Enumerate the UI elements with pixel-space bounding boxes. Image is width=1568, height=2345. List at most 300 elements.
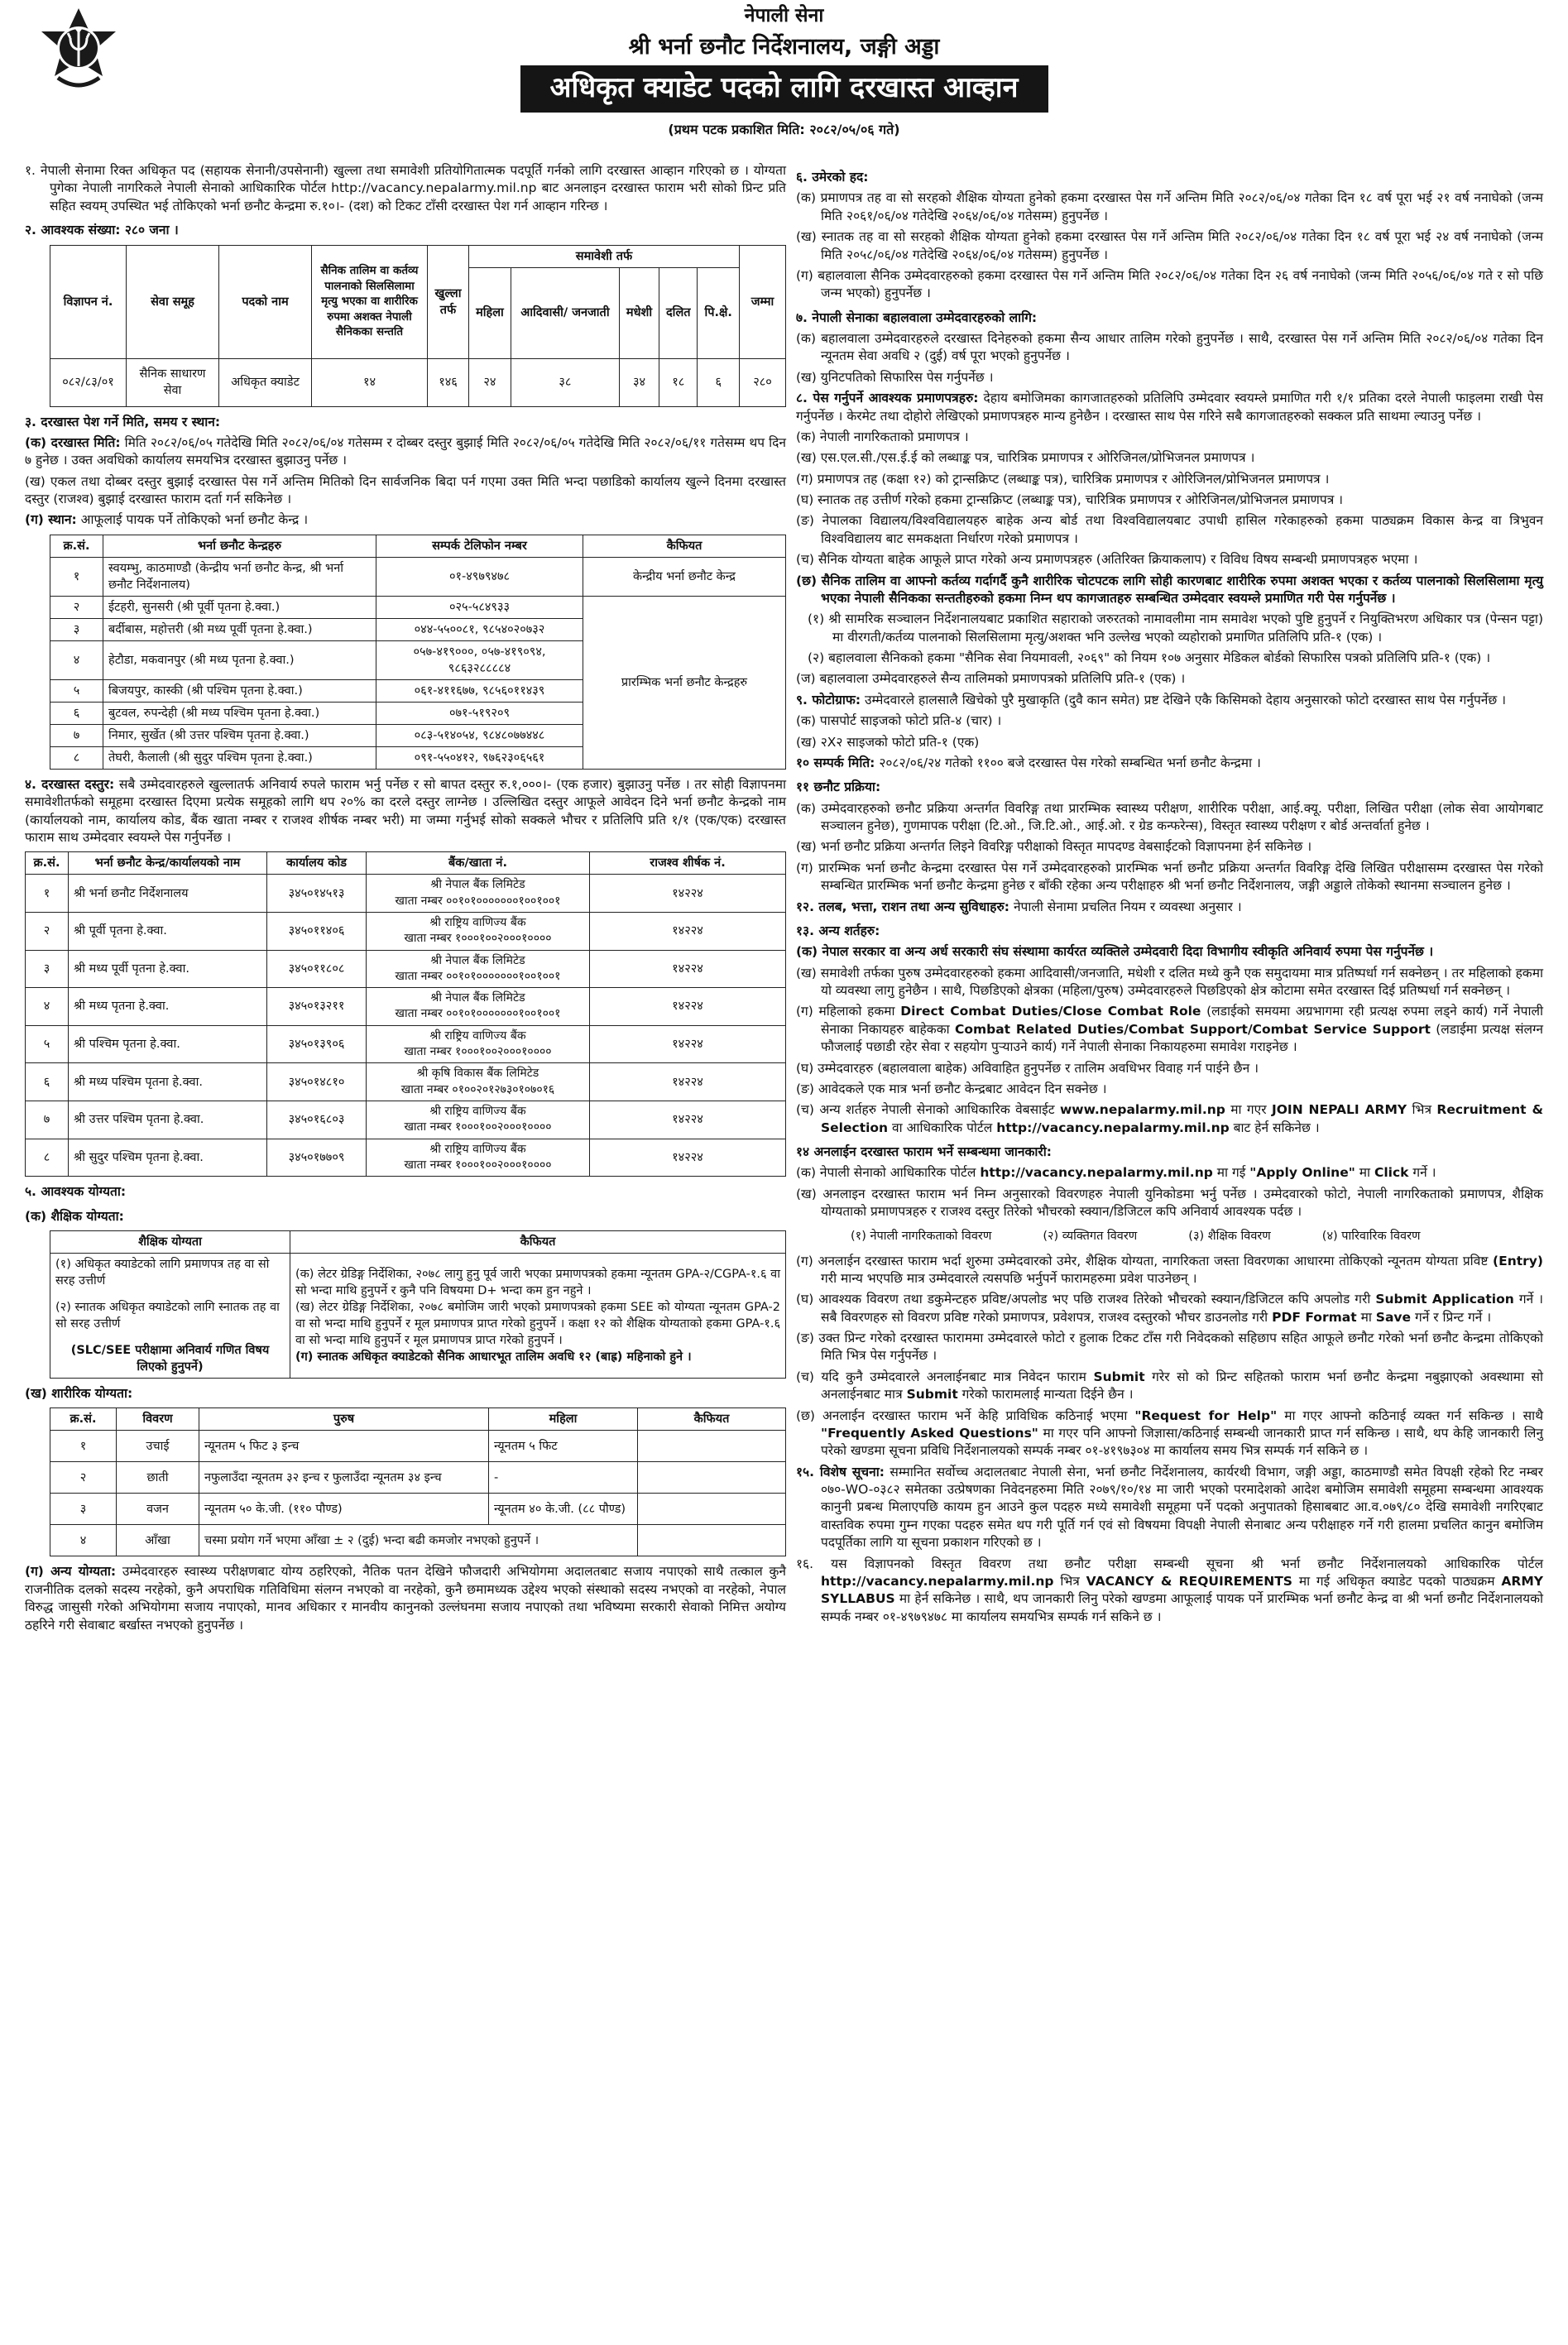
cell-center: तेघरी, कैलाली (श्री सुदुर पश्चिम पृतना हे.क्वा.)	[103, 746, 376, 769]
section-14kh-items	[846, 1226, 1543, 1246]
section-14ng: (ङ) उक्त प्रिन्ट गरेको दरखास्त फाराममा उम्मेदवारले फोटो र हुलाक टिकट टाँस गरी निवेदकको सहिछाप सहित आफूले छनौट गरेको भर्ना छनौट केन्द्रमा तोकिएको मिति भित्र पेस गर्नुपर्नेछ ।	[796, 1331, 1543, 1364]
cell-revenue: १४२२४	[590, 912, 786, 950]
cell-sn: ७	[26, 1101, 69, 1139]
table-row	[26, 912, 786, 950]
section-7-heading: ७. नेपाली सेनाका बहालवाला उम्मेदवारहरुको लागि:	[796, 309, 1038, 325]
th-sn: क्र.सं.	[50, 1408, 117, 1431]
cell-code: ३४५०१३९०६	[267, 1025, 367, 1063]
cell-sn: १	[50, 557, 103, 596]
th-adv-no: विज्ञापन नं.	[50, 245, 127, 358]
text: गरी मान्य भएपछि मात्र उम्मेदवारले त्यसपछि भर्नुपर्ने फारामहरुमा प्रवेश पाउनेछन् ।	[821, 1270, 1197, 1286]
section-9kh: (ख) २X२ साइजको फोटो प्रति-१ (एक)	[796, 734, 980, 750]
cell-office: श्री पश्चिम पृतना हे.क्वा.	[69, 1025, 267, 1063]
th-qual: शैक्षिक योग्यता	[50, 1231, 290, 1254]
cell-code: ३४५०१७७०९	[267, 1139, 367, 1177]
section-9k: (क) पासपोर्ट साइजको फोटो प्रति-४ (चार) ।	[796, 713, 1002, 729]
section-13g	[796, 1003, 1543, 1056]
portal-link[interactable]: http://vacancy.nepalarmy.mil.np	[996, 1120, 1230, 1135]
label: १० सम्पर्क मिति:	[796, 755, 875, 770]
cell-remark	[638, 1525, 786, 1556]
text: देहाय बमोजिमका कागजातहरुको प्रतिलिपि उम्मेदवार स्वयम्ले प्रमाणित गरी १/१ प्रतिका दरले नेपाली फाइलमा राखी पेस गर्नुपर्नेछ । केरमेट तथा दोहोरो लेखिएको प्रमाणपत्रहरु मान्य हुनेछैन । दरखास्त साथ पेस गरिने सबै कागजातहरुको सक्कल प्रति साथमा ल्याउनु पर्नेछ ।	[796, 391, 1543, 424]
cell-bank	[367, 1139, 590, 1177]
cell-sn: ४	[50, 640, 103, 679]
account-number: खाता नम्बर ००१०१०००००००१००१००१	[395, 969, 561, 983]
section-13kh: (ख) समावेशी तर्फका पुरुष उम्मेदवारहरुको हकमा आदिवासी/जनजाति, मधेशी र दलित मध्ये कुनै एक समुदायमा मात्र प्रतिष्पर्धा गर्न सक्नेछन् । तर महिलाको हकमा यो व्यवस्था लागु हुनेछैन । साथै, पिछडिएको क्षेत्रका (महिला/पुरुष) उम्मेदवारहरुले पिछडिएको क्षेत्र कोटामा समेत दरखास्त दिई प्रतिष्पर्धा गर्न सक्नेछन् ।	[796, 965, 1543, 998]
cell-code: ३४५०११८०८	[267, 950, 367, 988]
section-11kh: (ख) भर्ना छनौट प्रक्रिया अन्तर्गत लिइने विवरिङ्ग परीक्षाको विस्तृत मापदण्ड वेबसाईटको विज्ञापनमा हेर्न सकिनेछ ।	[796, 839, 1312, 855]
cell-phone: ०२५-५८४९३३	[376, 596, 583, 618]
section-13gh: (घ) उम्मेदवारहरु (बहालवाला बाहेक) अविवाहित हुनुपर्नेछ र तालिम अवधिभर विवाह गर्न पाईने छैन ।	[796, 1060, 1259, 1076]
section-6c: (ग) बहालवाला सैनिक उम्मेदवारहरुको हकमा दरखास्त पेस गर्ने अन्तिम मिति २०८२/०६/०४ गतेका दिन २६ वर्ष ननाघेको (जन्म मिति २०५६/०६/०४ गते र सो पछि जन्म भएको) हुनुपर्नेछ ।	[796, 267, 1543, 301]
text: मा हेर्न सकिनेछ । साथै, थप जानकारी लिनु परेको खण्डमा आफूलाई पायक पर्ने प्रारम्भिक भर्ना छनौट केन्द्र वा श्री भर्ना छनौट निर्देशनालयको सम्पर्क नम्बर ०१-४९७९४७८ मा कार्यालय समयभित्र सम्पर्क गर्न सकिने छ ।	[821, 1591, 1543, 1624]
text: १६. यस विज्ञापनको विस्तृत विवरण तथा छनौट परीक्षा सम्बन्धी सूचना श्री भर्ना छनौट निर्देशनालयको आधिकारिक पोर्टल	[796, 1556, 1543, 1571]
section-14chh	[796, 1407, 1543, 1460]
cell-bank	[367, 912, 590, 950]
section-12	[796, 899, 1543, 916]
cell: १८	[659, 358, 698, 406]
cell: ६	[698, 358, 740, 406]
text: आफूलाई पायक पर्ने तोकिएको भर्ना छनौट केन्द्र ।	[80, 512, 309, 528]
text: (क) नेपाली सेनाको आधिकारिक पोर्टल	[796, 1165, 976, 1181]
cell-sn: २	[50, 1462, 117, 1494]
remark-1: (क) लेटर ग्रेडिङ्ग निर्देशिका, २०७८ लागु हुनु पूर्व जारी भएका प्रमाणपत्रको हकमा न्यूनतम GPA-२/CGPA-१.६ वा सो भन्दा माथि हुनुपर्ने र कुनै पनि विषयमा D+ भन्दा कम हुन नहुने ।	[295, 1268, 780, 1297]
table-row	[50, 1525, 786, 1556]
section-2-heading: २. आवश्यक संख्या: २८० जना ।	[25, 223, 179, 238]
section-16	[796, 1556, 1543, 1627]
section-13-heading: १३. अन्य शर्तहरु:	[796, 923, 880, 938]
table-row	[26, 988, 786, 1026]
th-female: महिला	[489, 1408, 638, 1431]
section-7b: (ख) युनिटपतिको सिफारिस पेस गर्नुपर्नेछ ।	[796, 369, 994, 385]
org-name: नेपाली सेना	[744, 5, 824, 26]
cell-center: निमार, सुर्खेत (श्री उत्तर पश्चिम पृतना हे.क्वा.)	[103, 724, 376, 746]
cell-office: श्री उत्तर पश्चिम पृतना हे.क्वा.	[69, 1101, 267, 1139]
section-14k	[796, 1164, 1543, 1182]
cell-sn: ४	[50, 1525, 117, 1556]
label: (क) दरखास्त मिति:	[25, 434, 121, 450]
section-14gh	[796, 1291, 1543, 1326]
th-office: भर्ना छनौट केन्द्र/कार्यालयको नाम	[69, 852, 267, 875]
section-14-heading: १४ अनलाईन दरखास्त फाराम भर्ने सम्बन्धमा जानकारी:	[796, 1144, 1052, 1159]
table-row	[26, 1025, 786, 1063]
label: ८. पेस गर्नुपर्ने आवश्यक प्रमाणपत्रहरु:	[796, 391, 979, 406]
cell-code: ३४५०१४८१०	[267, 1063, 367, 1101]
account-number: खाता नम्बर १०००१००२०००१००००	[404, 1045, 552, 1059]
cell-remark	[638, 1431, 786, 1462]
text: भित्र	[1412, 1102, 1432, 1118]
text: बाट हेर्न सकिनेछ ।	[1233, 1120, 1320, 1135]
th-dalit: दलित	[659, 267, 698, 358]
item-2: (२) व्यक्तिगत विवरण	[1043, 1229, 1138, 1243]
text: उम्मेदवारले हालसालै खिचेको पुरै मुखाकृति (दुवै कान समेत) प्रष्ट देखिने एकै किसिमको देहाय अनुसारको फोटो दरखास्त साथ पेस गर्नुपर्नेछ ।	[864, 692, 1507, 707]
cell-bank	[367, 950, 590, 988]
text: Click	[1374, 1165, 1409, 1181]
cell-sn: ७	[50, 724, 103, 746]
cell: सैनिक साधारण सेवा	[127, 358, 219, 406]
text: "Frequently Asked Questions"	[821, 1425, 1038, 1441]
cell: १४	[312, 358, 428, 406]
cell-remark: प्रारम्भिक भर्ना छनौट केन्द्रहरु	[583, 596, 786, 769]
right-column	[796, 162, 1543, 1629]
physical-table	[50, 1407, 786, 1556]
section-6b: (ख) स्नातक तह वा सो सरहको शैक्षिक योग्यता हुनेको हकमा दरखास्त पेस गर्ने अन्तिम मिति २०८२/०६/०४ गतेका दिन १८ वर्ष पूरा भई २४ वर्ष ननाघेको (जन्म मिति २०५८/०६/०४ गतेदेखि २०६४/०६/०४ गतेसम्म) हुनुपर्नेछ ।	[796, 229, 1543, 262]
cell-code: ३४५०१३२११	[267, 988, 367, 1026]
qual-2: (२) स्नातक अधिकृत क्याडेटको लागि स्नातक तह वा सो सरह उत्तीर्ण	[55, 1301, 280, 1331]
cell: ३४	[619, 358, 659, 406]
text: मा गएर	[1230, 1102, 1267, 1118]
cell-bank	[367, 875, 590, 913]
text: Save	[1375, 1309, 1412, 1325]
text: JOIN NEPALI ARMY	[1271, 1102, 1407, 1118]
cell-revenue: १४२२४	[590, 1101, 786, 1139]
section-3a	[25, 434, 786, 470]
cell-male: नफुलाउँदा न्यूनतम ३२ इन्च र फुलाउँदा न्यूनतम ३४ इन्च	[199, 1462, 489, 1494]
text: गर्ने र प्रिन्ट गर्ने ।	[1414, 1309, 1492, 1325]
cell-desc: छाती	[117, 1462, 199, 1494]
cell-code: ३४५०११४०६	[267, 912, 367, 950]
cell-sn: १	[50, 1431, 117, 1462]
cell: अधिकृत क्याडेट	[219, 358, 312, 406]
th-women: महिला	[469, 267, 511, 358]
cell-sn: ४	[26, 988, 69, 1026]
text: Direct Combat Duties/Close Combat Role	[900, 1004, 1201, 1019]
cell: १४६	[428, 358, 469, 406]
section-5b-heading: (ख) शारीरिक योग्यता:	[25, 1386, 133, 1401]
th-inclusive: समावेशी तर्फ	[469, 245, 740, 267]
cell-remark	[638, 1494, 786, 1525]
text: (ग) महिलाको हकमा	[796, 1004, 895, 1019]
th-remark: कैफियत	[638, 1408, 786, 1431]
text: गरेको फारामलाई मान्यता दिईने छैन ।	[961, 1387, 1134, 1403]
label: (ग) अन्य योग्यता:	[25, 1564, 117, 1580]
cell-code: ३४५०१६८०३	[267, 1101, 367, 1139]
section-4	[25, 776, 786, 847]
section-3c	[25, 511, 786, 529]
table-row	[26, 950, 786, 988]
table-row	[50, 1494, 786, 1525]
section-8	[796, 390, 1543, 425]
remark-2: (ख) लेटर ग्रेडिङ्ग निर्देशिका, २०७८ बमोजिम जारी भएको प्रमाणपत्रको हकमा SEE को योग्यता न्यूनतम GPA-2 वा सो भन्दा माथि हुनुपर्ने र मूल प्रमाणपत्र प्राप्त गरेको हुनुपर्ने । कक्षा १२ को शैक्षिक योग्यताको हकमा GPA-१.६ वा सो भन्दा माथि हुनुपर्ने र मूल प्रमाणपत्र प्राप्त गरेको हुनुपर्ने ।	[295, 1301, 780, 1347]
item-1: (१) नेपाली नागरिकताको विवरण	[851, 1229, 992, 1243]
cell-phone: ०१-४९७९४७८	[376, 557, 583, 596]
cell-center: बर्दीबास, महोत्तरी (श्री मध्य पूर्वी पृतना हे.क्वा.)	[103, 618, 376, 640]
cell-male: न्यूनतम ५ फिट ३ इन्च	[199, 1431, 489, 1462]
cell-office: श्री मध्य पश्चिम पृतना हे.क्वा.	[69, 1063, 267, 1101]
cell-female: -	[489, 1462, 638, 1494]
th-remark: कैफियत	[583, 535, 786, 557]
text: (लडाईमा प्रत्यक्ष संलग्न फौजलाई पछाडी रहेर सेवा र सहयोग पुऱ्याउने कार्य) गर्ने नेपाली सेनाका निकायहरुमा समावेश गराइनेछ ।	[821, 1021, 1543, 1055]
text: (लडाईको समयमा अग्रभागमा रही प्रत्यक्ष रुपमा लड्ने कार्य) गर्ने नेपाली सेनाका निकायहरु बाहेकका	[821, 1004, 1543, 1037]
th-service-group: सेवा समूह	[127, 245, 219, 358]
cell-phone: ०९१-५५०४१२, ९७६२३०६५६१	[376, 746, 583, 769]
cell-center: हेटौडा, मकवानपुर (श्री मध्य पृतना हे.क्वा.)	[103, 640, 376, 679]
cell-sn: ३	[26, 950, 69, 988]
cell-office: श्री भर्ना छनौट निर्देशनालय	[69, 875, 267, 913]
bank-name: श्री नेपाल बैंक लिमिटेड	[430, 991, 525, 1005]
table-row	[26, 875, 786, 913]
text: गरेर सो को प्रिन्ट सहितको फाराम भर्ना छनौट केन्द्रमा नबुझाएको अवस्थामा सो अनलाईनबाट मात्र	[821, 1369, 1543, 1403]
section-8ng: (ङ) नेपालका विद्यालय/विश्वविद्यालयहरु बाहेक अन्य बोर्ड तथा विश्वविद्यालयबाट उपाधी हासिल गरेकाहरुको हकमा पाठ्यक्रम विकास केन्द्र वा त्रिभुवन विश्वविद्यालय बाट समकक्षता निर्धारण गरेको प्रमाणपत्र ।	[796, 513, 1543, 546]
notice-title: अधिकृत क्याडेट पदको लागि दरखास्त आव्हान	[520, 65, 1048, 113]
section-5a-heading: (क) शैक्षिक योग्यता:	[25, 1208, 124, 1224]
cell-phone: ०६१-४११६७७, ९८५६०११४३९	[376, 679, 583, 702]
physical-table-wrap	[50, 1407, 786, 1556]
cell-code: ३४५०१४५१३	[267, 875, 367, 913]
cell-center: बुटवल, रुपन्देही (श्री मध्य पश्चिम पृतना हे.क्वा.)	[103, 702, 376, 724]
th-sn: क्र.सं.	[50, 535, 103, 557]
text: सबै उम्मेदवारहरुले खुल्लातर्फ अनिवार्य रुपले फाराम भर्नु पर्नेछ र सो बापत दस्तुर रु.१,०००।- (एक हजार) बुझाउनु पर्नेछ । तर सोही विज्ञापनमा समावेशीतर्फको समूहमा दरखास्त दिएमा प्रत्येक समूहको लागि थप २०% का दरले दस्तुर लाग्नेछ । उल्लिखित दस्तुर आफूले आवेदन दिने भर्ना छनौट केन्द्रको नाम (कार्यालयको नाम, कार्यालय कोड, बैंक खाता नम्बर र राजश्व शीर्षक नम्बर भरी) मा जम्मा गर्नुभई सोको सक्कले भौचर र प्रतिलिपि प्रति १/१ (एक/एक) दरखास्त फाराम साथ उम्मेदवार स्वयम्ले पेस गर्नुपर्नेछ ।	[25, 776, 786, 845]
cell-desc: वजन	[117, 1494, 199, 1525]
qual-3: (SLC/SEE परीक्षामा अनिवार्य गणित विषय लिएको हुनुपर्ने)	[70, 1344, 270, 1374]
section-8gh: (घ) स्नातक तह उत्तीर्ण गरेको हकमा ट्रान्सक्रिप्ट (लब्धाङ्क पत्र), चारित्रिक प्रमाणपत्र र ओरिजिनल/प्रोभिजनल प्रमाणपत्र ।	[796, 492, 1344, 507]
item-3: (३) शैक्षिक विवरण	[1188, 1229, 1271, 1243]
text: मा	[1359, 1165, 1371, 1181]
section-5c	[25, 1563, 786, 1634]
fee-table-wrap	[25, 851, 786, 1177]
cell-female: न्यूनतम ५ फिट	[489, 1431, 638, 1462]
cell-remark: केन्द्रीय भर्ना छनौट केन्द्र	[583, 557, 786, 596]
label: ४. दरखास्त दस्तुर:	[25, 776, 115, 792]
cell-male: न्यूनतम ५० के.जी. (११० पौण्ड)	[199, 1494, 489, 1525]
cell: ०८२/८३/०१	[50, 358, 127, 406]
text: "Request for Help"	[1134, 1407, 1278, 1423]
section-14ch	[796, 1369, 1543, 1404]
cell-revenue: १४२२४	[590, 1063, 786, 1101]
text: PDF Format	[1272, 1309, 1357, 1325]
section-9	[796, 692, 1543, 709]
label: (ग) स्थान:	[25, 512, 77, 528]
cell-sn: २	[50, 596, 103, 618]
education-table-wrap	[50, 1230, 786, 1379]
cell-bank	[367, 1101, 590, 1139]
bank-name: श्री राष्ट्रिय वाणिज्य बैंक	[429, 1029, 526, 1043]
cell-office: श्री पूर्वी पृतना हे.क्वा.	[69, 912, 267, 950]
section-6a: (क) प्रमाणपत्र तह वा सो सरहको शैक्षिक योग्यता हुनेको हकमा दरखास्त पेस गर्ने अन्तिम मिति २०८२/०६/०४ गतेका दिन १८ वर्ष पूरा भई २१ वर्ष ननाघेको (जन्म मिति २०६१/०६/०४ गतेदेखि २०६४/०६/०४ गतेसम्म) हुनुपर्नेछ ।	[796, 190, 1543, 223]
left-column	[25, 162, 786, 1638]
cell-revenue: १४२२४	[590, 1139, 786, 1177]
centers-table	[50, 535, 786, 770]
table-row	[50, 1462, 786, 1494]
section-13k: (क) नेपाल सरकार वा अन्य अर्ध सरकारी संघ संस्थामा कार्यरत व्यक्तिले उम्मेदवारी दिदा विभागीय स्वीकृति अनिवार्य रुपमा पेस गर्नुपर्नेछ ।	[796, 944, 1434, 960]
th-sn: क्र.सं.	[26, 852, 69, 875]
th-revenue: राजश्व शीर्षक नं.	[590, 852, 786, 875]
text: मा गई अधिकृत क्याडेट पदको पाठ्यक्रम	[1298, 1573, 1495, 1589]
table-row	[26, 1101, 786, 1139]
th-desc: विवरण	[117, 1408, 199, 1431]
para-1: १. नेपाली सेनामा रिक्त अधिकृत पद (सहायक सेनानी/उपसेनानी) खुल्ला तथा समावेशी प्रतियोगितात्मक पदपूर्ति गर्नको लागि दरखास्त आव्हान गरिएको छ । योग्यता पुगेका नेपाली नागरिकले नेपाली सेनाको आधिकारिक पोर्टल http://vacancy.nepalarmy.mil.np बाट अनलाइन दरखास्त फाराम भरी सोको प्रिन्ट प्रति सहित स्वयम् उपस्थित भई तोकिएको भर्ना छनौट केन्द्रमा रु.१०।- (दश) को टिकट टाँसी दरखास्त पेश गर्न आव्हान गरिन्छ ।	[25, 163, 786, 213]
text: उम्मेदवारहरु स्वास्थ्य परीक्षणबाट योग्य ठहरिएको, नैतिक पतन देखिने फौजदारी अभियोगमा अदालतबाट सजाय नपाएको साथै तत्काल कुनै राजनीतिक दलको सदस्य नरहेको, कुनै अपराधिक गतिविधिमा संलग्न नभएको वा नरहेको, कुनै छमामध्यक उद्देश्य भएको संस्थाको सदस्य नभएको वा नरहेको, नेपाल विरुद्ध जासुसी गरेको अभियोगमा सजाय नपाएको, मानव अधिकार र मानवीय कानुनको उल्लंघनमा सजाय नपाएको तथा भविष्यमा सरकारी सेवाको निमित्त अयोग्य ठहरिने गरी सेवाबाट बर्खास्त नभएको हुनुपर्नेछ ।	[25, 1564, 786, 1633]
cell-sn: २	[26, 912, 69, 950]
th-open: खुल्ला तर्फ	[428, 245, 469, 358]
text: २०८२/०६/२४ गतेको ११०० बजे दरखास्त पेस गरेको सम्बन्धित भर्ना छनौट केन्द्रमा ।	[879, 755, 1261, 770]
cell-sn: ५	[50, 679, 103, 702]
th-phone: सम्पर्क टेलिफोन नम्बर	[376, 535, 583, 557]
section-7a: (क) बहालवाला उम्मेदवारहरुले दरखास्त दिनेहरुको हकमा सैन्य आधार तालिम गरेको हुनुपर्नेछ । साथै, दरखास्त पेस गर्ने अन्तिम मिति २०८२/०६/०४ गतेका दिन न्यूनतम सेवा अवधि २ (दुई) वर्ष पूरा भएको हुनुपर्नेछ ।	[796, 331, 1543, 364]
section-8j: (ज) बहालवाला उम्मेदवारहरुले सैन्य तालिमको प्रमाणपत्रको प्रतिलिपि प्रति-१ (एक) ।	[796, 671, 1186, 687]
section-8chh-2: (२) बहालवाला सैनिकको हकमा "सैनिक सेवा नियमावली, २०६९" को नियम १०७ अनुसार मेडिकल बोर्डको सिफारिस पत्रको प्रतिलिपि प्रति-१ (एक) ।	[808, 650, 1491, 665]
portal-link[interactable]: http://vacancy.nepalarmy.mil.np	[821, 1573, 1054, 1589]
cell-phone: ०४४-५५००८१, ९८५४०२०७३२	[376, 618, 583, 640]
cell-bank	[367, 988, 590, 1026]
section-8k: (क) नेपाली नागरिकताको प्रमाणपत्र ।	[796, 429, 969, 444]
text: Submit	[1093, 1369, 1145, 1384]
notice-header	[0, 3, 1568, 139]
cell-revenue: १४२२४	[590, 950, 786, 988]
section-6-heading: ६. उमेरको हद:	[796, 170, 869, 185]
cell-bank	[367, 1063, 590, 1101]
cell-phone: ०७१-५१९२०९	[376, 702, 583, 724]
cell-sn: ६	[50, 702, 103, 724]
table-row	[50, 596, 786, 618]
text: Recruitment & Selection	[821, 1102, 1543, 1135]
cell-office: श्री मध्य पृतना हे.क्वा.	[69, 988, 267, 1026]
bank-name: श्री कृषि विकास बैंक लिमिटेड	[416, 1067, 539, 1081]
qual-1: (१) अधिकृत क्याडेटको लागि प्रमाणपत्र तह वा सो सरह उत्तीर्ण	[55, 1258, 270, 1288]
centers-table-wrap	[50, 535, 786, 770]
table-row	[50, 358, 786, 406]
account-number: खाता नम्बर ०१००२०१२७३०१०७०१६	[400, 1082, 555, 1096]
text: "Apply Online"	[1249, 1165, 1355, 1181]
text: गर्ने ।	[1412, 1165, 1436, 1181]
account-number: खाता नम्बर १०००१००२०००१००००	[404, 1158, 552, 1172]
remark-3: (ग) स्नातक अधिकृत क्याडेटको सैनिक आधारभूत तालिम अवधि १२ (बाह्र) महिनाको हुने ।	[295, 1350, 692, 1364]
cell-phone: ०८३-५१४०५४, ९८४८०७७४४८	[376, 724, 583, 746]
th-martyr-quota: सैनिक तालिम वा कर्तव्य पालनाको सिलसिलामा मृत्यु भएका वा शारीरिक रुपमा अशक्त नेपाली सैनिकका सन्तति	[312, 245, 428, 358]
cell: ३८	[511, 358, 619, 406]
cell-bank	[367, 1025, 590, 1063]
directorate-name: श्री भर्ना छनौट निर्देशनालय, जङ्गी अड्डा	[628, 33, 940, 60]
account-number: खाता नम्बर ००१०१०००००००१००१००१	[395, 894, 561, 908]
cell-desc: उचाई	[117, 1431, 199, 1462]
cell-female: न्यूनतम ४० के.जी. (८८ पौण्ड)	[489, 1494, 638, 1525]
bank-name: श्री नेपाल बैंक लिमिटेड	[430, 953, 525, 967]
th-post: पदको नाम	[219, 245, 312, 358]
bank-name: श्री राष्ट्रिय वाणिज्य बैंक	[429, 915, 526, 929]
cell-center: स्वयम्भु, काठमाण्डौ (केन्द्रीय भर्ना छनौट केन्द्र, श्री भर्ना छनौट निर्देशनालय)	[103, 557, 376, 596]
table-row	[50, 557, 786, 596]
account-number: खाता नम्बर ००१०१०००००००१००१००१	[395, 1007, 561, 1021]
th-office-code: कार्यालय कोड	[267, 852, 367, 875]
section-8chh: (छ) सैनिक तालिम वा आफ्नो कर्तव्य गर्दागर्दै कुनै शारीरिक चोटपटक लागि सोही कारणबाट शारीरिक रुपमा अशक्त भएका र कर्तव्य पालनाको सिलसिलामा मृत्यु भएका नेपाली सैनिकका सन्ततीहरुको हकमा निम्न थप कागजातहरु सम्बन्धित उम्मेदवार स्वयम्ले प्रमाणित गरी पेस गर्नुपर्नेछ ।	[796, 573, 1543, 606]
text: (च) यदि कुनै उम्मेदवारले अनलाईनबाट मात्र निवेदन फाराम	[796, 1369, 1086, 1384]
section-11g: (ग) प्रारम्भिक भर्ना छनौट केन्द्रमा दरखास्त पेस गर्ने उम्मेदवारहरुको प्रारम्भिक भर्ना छनौट प्रक्रिया अन्तर्गत विवरिङ्ग देखि लिखित परीक्षासम्म दरखास्त पेस गरेको सम्बन्धित प्रारम्भिक भर्ना छनौट केन्द्रमा हुनेछ र बाँकी रहेका अन्य परीक्षाहरु श्री भर्ना छनौट निर्देशनालय, जङ्गी अड्डाले तोकेको स्थानमा सञ्चालन हुनेछ ।	[796, 860, 1543, 894]
vacancy-table-wrap	[50, 245, 786, 407]
text: (ग) अनलाईन दरखास्त फाराम भर्दा शुरुमा उम्मेदवारको उमेर, शैक्षिक योग्यता, नागरिकता जस्ता विवरणका आधारमा तोकिएको न्यूनतम योग्यता प्रविष्ट	[796, 1253, 1489, 1268]
label: १२. तलब, भत्ता, राशन तथा अन्य सुविधाहरु:	[796, 899, 1009, 914]
section-13ch	[796, 1101, 1543, 1137]
text: गर्ने । सबै विवरणहरु सो विवरण प्रविष्ट गरेको प्रमाणपत्र, प्रवेशपत्र, राजश्व दस्तुरको भौचर डाउनलोड गरी	[821, 1292, 1544, 1325]
portal-link[interactable]: http://vacancy.nepalarmy.mil.np	[980, 1165, 1213, 1181]
table-row	[50, 1431, 786, 1462]
text: Submit Application	[1375, 1292, 1514, 1307]
section-11-heading: ११ छनौट प्रक्रिया:	[796, 779, 881, 795]
section-14g	[796, 1253, 1543, 1288]
section-8g: (ग) प्रमाणपत्र तह (कक्षा १२) को ट्रान्सक्रिप्ट (लब्धाङ्क पत्र), चारित्रिक प्रमाणपत्र र ओरिजिनल/प्रोभिजनल प्रमाणपत्र ।	[796, 471, 1330, 487]
cell-office: श्री मध्य पूर्वी पृतना हे.क्वा.	[69, 950, 267, 988]
text: सम्मानित सर्वोच्च अदालतबाट नेपाली सेना, भर्ना छनौट निर्देशनालय, कार्यरथी विभाग, जङ्गी अड्डा, काठमाण्डौ समेत विपक्षी रहेको रिट नम्बर ०७०-WO-०३८२ समेतका उत्प्रेषणका निवेदनहरुमा मिति २०७९/१०/१४ मा जारी भएको परमादेशको आदेश बमोजिम समावेशी समूहमा सम्बन्धमा आवश्यक कानुनी प्रबन्ध मिलाएपछि कायम हुन आउने कुल पदहरु मध्ये समावेशी समूहमा पर्ने पदको अनुपातको हिसाबबाट आ.व.०७९/८० देखि समावेशी नगरिएबाट वास्तविक रुपमा गुम्न गएका पदहरु समेत थप गरी पूर्ति गर्न एवं सो विषयमा विपक्षी नेपाली सेनाबाट अन्य परीक्षाहरु गर्ने गरी हालमा प्रचलित कानुन बमोजिम पदपूर्तिका लागि या सूचना प्रकाशन गरिएको छ ।	[821, 1464, 1543, 1551]
section-10	[796, 755, 1543, 772]
cell-sn: ३	[50, 618, 103, 640]
bank-name: श्री राष्ट्रिय वाणिज्य बैंक	[429, 1105, 526, 1118]
text: मा	[1360, 1309, 1372, 1325]
cell-sn: ५	[26, 1025, 69, 1063]
section-3-heading: ३. दरखास्त पेश गर्ने मिति, समय र स्थान:	[25, 414, 221, 429]
table-row	[26, 1139, 786, 1177]
th-madhesi: मधेशी	[619, 267, 659, 358]
th-male: पुरुष	[199, 1408, 489, 1431]
cell-center: बिजयपुर, कास्की (श्री पश्चिम पृतना हे.क्वा.)	[103, 679, 376, 702]
text: मा गएर पनि आफ्नो जिज्ञासा/कठिनाई सम्बन्धी जानकारी प्राप्त गर्न सकिन्छ । साथै, थप केहि जानकारी लिनु परेको खण्डमा सूचना प्रविधि निर्देशनालयको सम्पर्क नम्बर ०१-४१९७३०४ मा कार्यालय समय भित्र सम्पर्क गर्न सकिने छ ।	[821, 1425, 1543, 1459]
th-remark: कैफियत	[290, 1231, 786, 1254]
section-11k: (क) उम्मेदवारहरुको छनौट प्रक्रिया अन्तर्गत विवरिङ्ग तथा प्रारम्भिक स्वास्थ्य परीक्षण, शारीरिक परीक्षा, आई.क्यू. परीक्षा, लिखित परीक्षा (लोक सेवा आयोगबाट सञ्चालन हुनेछ), गुणमापक परीक्षा (टि.ओ., जि.टि.ओ., आई.ओ. र ग्रेड कन्फरेन्स), विस्तृत स्वास्थ्य परीक्षण र बोर्ड अन्तर्वार्ता हुनेछ ।	[796, 800, 1543, 833]
website-link[interactable]: www.nepalarmy.mil.np	[1059, 1102, 1225, 1118]
label: १५. विशेष सूचना:	[796, 1464, 885, 1479]
text: Combat Related Duties/Combat Support/Combat Service Support	[954, 1021, 1431, 1037]
text: भित्र	[1060, 1573, 1080, 1589]
cell-sn: ३	[50, 1494, 117, 1525]
th-center: भर्ना छनौट केन्द्रहरु	[103, 535, 376, 557]
section-8kh: (ख) एस.एल.सी./एस.ई.ई को लब्धाङ्क पत्र, चारित्रिक प्रमाणपत्र र ओरिजिनल/प्रोभिजनल प्रमाणपत्र ।	[796, 450, 1255, 466]
cell-sn: ८	[26, 1139, 69, 1177]
fee-table	[25, 851, 786, 1177]
cell: २८०	[740, 358, 786, 406]
section-14kh: (ख) अनलाइन दरखास्त फाराम भर्न निम्न अनुसारको विवरणहरु नेपाली युनिकोडमा भर्नु पर्नेछ । उम्मेदवारको फोटो, नेपाली नागरिकताको प्रमाणपत्र, शैक्षिक योग्यताको प्रमाणपत्रहरु र राजश्व दस्तुर तिरेको भौचरको स्क्यान/डिजिटल कपि अनिवार्य आवश्यक पर्दछ ।	[796, 1186, 1543, 1220]
section-8chh-1: (१) श्री सामरिक सञ्चालन निर्देशनालयबाट प्रकाशित सहाराको जरुरतको नामावलीमा नाम समावेश भएको पुष्टि हुनुपर्ने र नियुक्तिभरण अधिकार पत्र (पेन्सन पट्टा) मा वीरगती/कर्तव्य पालनाको सिलसिलामा मृत्यु/अशक्त भनि उल्लेख भएको व्यहोराको प्रमाणित प्रतिलिपि प्रति-१ (एक) ।	[808, 611, 1543, 645]
vacancy-table	[50, 245, 786, 407]
section-13ng: (ङ) आवेदकले एक मात्र भर्ना छनौट केन्द्रबाट आवेदन दिन सक्नेछ ।	[796, 1081, 1107, 1096]
cell-sn: ८	[50, 746, 103, 769]
section-5-heading: ५. आवश्यक योग्यता:	[25, 1184, 127, 1200]
text: VACANCY & REQUIREMENTS	[1086, 1573, 1292, 1589]
cell-sn: १	[26, 875, 69, 913]
publish-date: (प्रथम पटक प्रकाशित मिति: २०८२/०५/०६ गते)	[668, 121, 900, 137]
th-total: जम्मा	[740, 245, 786, 358]
text: (Entry)	[1493, 1253, 1543, 1268]
text: मिति २०८२/०६/०५ गतेदेखि मिति २०८२/०६/०४ गतेसम्म र दोब्बर दस्तुर बुझाई मिति २०८२/०६/०५ गतेदेखि मिति २०८२/०६/११ गतेसम्म थप दिन ७ हुनेछ । उक्त अवधिको कार्यालय समयभित्र दरखास्त बुझाउनु पर्नेछ ।	[25, 434, 787, 468]
text: मा गएर आफ्नो कठिनाई व्यक्त गर्न सकिन्छ । साथै	[1284, 1407, 1543, 1423]
text: ARMY SYLLABUS	[821, 1573, 1543, 1607]
bank-name: श्री नेपाल बैंक लिमिटेड	[430, 878, 525, 892]
text: नेपाली सेनामा प्रचलित नियम र व्यवस्था अनुसार ।	[1013, 899, 1242, 914]
th-janajati: आदिवासी/ जनजाती	[511, 267, 619, 358]
text: (च) अन्य शर्तहरु नेपाली सेनाको आधिकारिक वेबसाईट	[796, 1102, 1055, 1118]
section-8ch: (च) सैनिक योग्यता बाहेक आफूले प्राप्त गरेको अन्य प्रमाणपत्रहरु (अतिरिक्त क्रियाकलाप) र विविध विषय सम्बन्धी प्रमाणपत्रहरु भएमा ।	[796, 552, 1418, 568]
cell-revenue: १४२२४	[590, 988, 786, 1026]
cell-revenue: १४२२४	[590, 875, 786, 913]
cell-phone: ०५७-४१९०००, ०५७-४१९०९४, ९८६३२८८८८४	[376, 640, 583, 679]
section-3b: (ख) एकल तथा दोब्बर दस्तुर बुझाई दरखास्त पेस गर्ने अन्तिम मितिको दिन सार्वजनिक बिदा पर्न गएमा उक्त मिति भन्दा पछाडिको कार्यालय खुल्ने दिनमा दरखास्त दस्तुर (राजश्व) बुझाई दरखास्त फाराम दर्ता गर्न सकिनेछ ।	[25, 473, 786, 506]
cell-sn: ६	[26, 1063, 69, 1101]
th-backward: पि.क्षे.	[698, 267, 740, 358]
text: (छ) अनलाईन दरखास्त फाराम भर्ने केहि प्राविधिक कठिनाई भएमा	[796, 1407, 1128, 1423]
item-4: (४) पारिवारिक विवरण	[1321, 1229, 1421, 1243]
cell-revenue: १४२२४	[590, 1025, 786, 1063]
text: वा आधिकारिक पोर्टल	[892, 1120, 993, 1135]
text: Submit	[906, 1387, 958, 1403]
cell-center: ईटहरी, सुनसरी (श्री पूर्वी पृतना हे.क्वा.)	[103, 596, 376, 618]
cell-office: श्री सुदुर पश्चिम पृतना हे.क्वा.	[69, 1139, 267, 1177]
cell-male: चस्मा प्रयोग गर्ने भएमा आँखा ± २ (दुई) भन्दा बढी कमजोर नभएको हुनुपर्ने ।	[199, 1525, 638, 1556]
text: मा गई	[1216, 1165, 1246, 1181]
label: ९. फोटोग्राफ:	[796, 692, 861, 707]
education-table	[50, 1230, 786, 1379]
th-bank: बैंक/खाता नं.	[367, 852, 590, 875]
account-number: खाता नम्बर १०००१००२०००१००००	[404, 1120, 552, 1134]
bank-name: श्री राष्ट्रिय वाणिज्य बैंक	[429, 1142, 526, 1156]
text: (घ) आवश्यक विवरण तथा डकुमेन्टहरु प्रविष्ट/अपलोड भए पछि राजश्व तिरेको भौचरको स्क्यान/डिजिटल कपि अपलोड गरी	[796, 1292, 1371, 1307]
section-15	[796, 1464, 1543, 1552]
cell-desc: आँखा	[117, 1525, 199, 1556]
